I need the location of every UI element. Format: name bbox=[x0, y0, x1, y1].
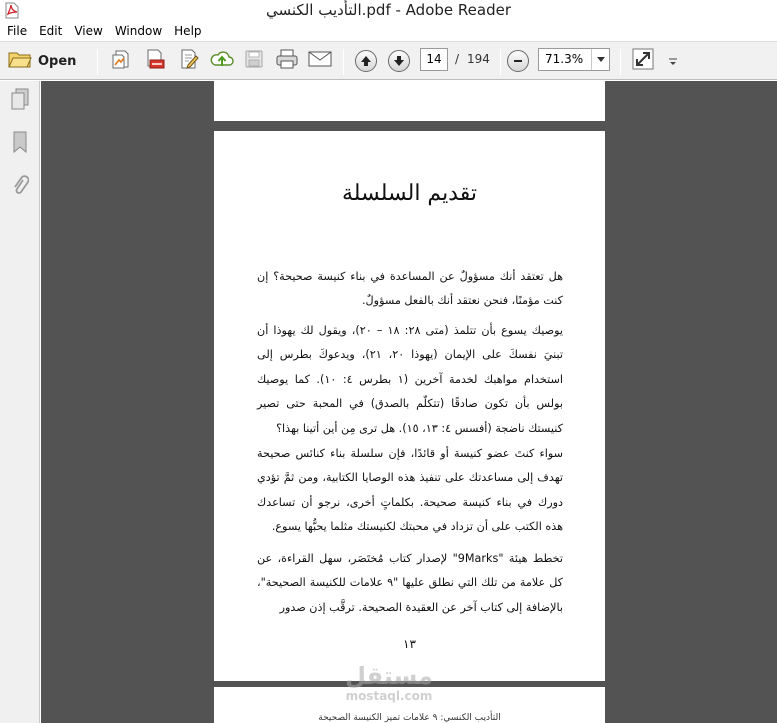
watermark-arabic: مستقل bbox=[345, 662, 433, 690]
open-button[interactable] bbox=[8, 48, 88, 74]
zoom-value: 71.3% bbox=[545, 52, 584, 66]
combine-pdf-button[interactable] bbox=[142, 48, 168, 74]
previous-page-button[interactable] bbox=[354, 48, 378, 74]
paragraph-3: سواء كنتَ عضو كنيسة أو قائدًا، فإن سلسلة بناء كنائس صحيحة تهدف إلى مساعدتك على تنفيذ هذه الوصايا الكتابية، ومن ثمَّ تؤدي دورك في بناء كنيسة صحيحة. بكلماتٍ أخرى، نرجو أن تساعدك هذه الكتب على أن تزداد في محبتك لكنيستك مثلما يحبُّها يسوع. bbox=[257, 447, 563, 534]
arrow-down-icon bbox=[388, 50, 410, 72]
edit-document-icon bbox=[178, 48, 200, 74]
zoom-out-button[interactable] bbox=[506, 48, 530, 74]
page-number: ١٣ bbox=[403, 637, 416, 651]
menu-edit[interactable]: Edit bbox=[39, 24, 63, 38]
pages-icon[interactable] bbox=[9, 87, 31, 111]
document-view[interactable] bbox=[41, 81, 777, 723]
paragraph-2: يوصيك يسوع بأن تتلمذ (متى ٢٨: ١٨ – ٢٠)، ويقول لك يهوذا أن تبنيَ نفسكَ على الإيمان (يهوذا ٢٠، ٢١)، ويدعوكَ بطرس إلى استخدام مواهبك لخدمة آخرين (١ بطرس ٤: ١٠). كما يوصيك بولس بأن تكون صادقًا (تتكلّم بالصدق) في المحبة حتى تصير كنيستك ناضجة (أفسس ٤: ١٣، ١٥). هل ترى مِن أين أتينا بهذا؟ bbox=[257, 324, 564, 435]
print-button[interactable] bbox=[274, 48, 300, 74]
bookmark-icon[interactable] bbox=[9, 130, 31, 154]
read-mode-button[interactable] bbox=[630, 48, 656, 74]
cloud-upload-icon bbox=[209, 48, 235, 74]
next-page-header: التأديب الكنسي: ٩ علامات تميز الكنيسة الصحيحة bbox=[318, 713, 501, 723]
create-pdf-button[interactable] bbox=[108, 48, 134, 74]
paragraph-4: تخطط هيئة "9Marks" لإصدار كتاب مُختَصَر، سهل القراءة، عن كل علامة من تلك التي نطلق عليها "٩ علامات للكنيسة الصحيحة"، بالإضافة إلى كتاب آخر عن العقيدة الصحيحة. ترقَّب إذن صدور bbox=[257, 552, 564, 614]
toolbar-overflow-button[interactable] bbox=[666, 48, 680, 74]
menu-help[interactable]: Help bbox=[174, 24, 202, 38]
menu-file[interactable]: File bbox=[7, 24, 28, 38]
edit-pdf-button[interactable] bbox=[176, 48, 202, 74]
toolbar bbox=[0, 41, 777, 80]
window-title: التأديب الكنسي.pdf - Adobe Reader bbox=[266, 1, 511, 19]
attachment-icon[interactable] bbox=[9, 174, 31, 198]
watermark-latin: mostaql.com bbox=[345, 689, 433, 703]
page-separator: / bbox=[455, 52, 460, 66]
email-button[interactable] bbox=[307, 48, 333, 74]
minus-icon bbox=[507, 50, 529, 72]
zoom-dropdown-icon[interactable] bbox=[591, 49, 609, 70]
watermark bbox=[341, 663, 437, 703]
current-page-input[interactable]: 14 bbox=[420, 48, 448, 71]
envelope-icon bbox=[308, 50, 332, 72]
current-page bbox=[214, 131, 605, 681]
arrow-up-icon bbox=[355, 50, 377, 72]
chevron-down-icon bbox=[668, 52, 678, 71]
open-label: Open bbox=[38, 53, 77, 69]
create-pdf-icon bbox=[110, 48, 132, 74]
upload-cloud-button[interactable] bbox=[208, 48, 236, 74]
save-button[interactable] bbox=[242, 48, 266, 74]
zoom-select[interactable] bbox=[538, 48, 610, 71]
expand-arrows-icon bbox=[632, 48, 654, 74]
next-page-button[interactable] bbox=[387, 48, 411, 74]
page-heading: تقديم السلسلة bbox=[342, 181, 477, 206]
menu-view[interactable]: View bbox=[74, 24, 103, 38]
total-pages: 194 bbox=[467, 52, 490, 66]
title-bar bbox=[0, 0, 777, 21]
combine-pdf-icon bbox=[144, 48, 166, 74]
paragraph-1: هل تعتقد أنك مسؤولٌ عن المساعدة في بناء كنيسة صحيحة؟ إن كنت مؤمنًا، فنحن نعتقد أنك بالفعل مسؤولٌ. bbox=[257, 270, 563, 308]
previous-page bbox=[214, 81, 605, 121]
menu-bar bbox=[0, 21, 777, 41]
folder-icon bbox=[8, 49, 32, 73]
printer-icon bbox=[275, 48, 299, 74]
menu-window[interactable]: Window bbox=[114, 24, 163, 38]
navigation-panel bbox=[0, 81, 40, 723]
save-disk-icon bbox=[244, 49, 264, 73]
